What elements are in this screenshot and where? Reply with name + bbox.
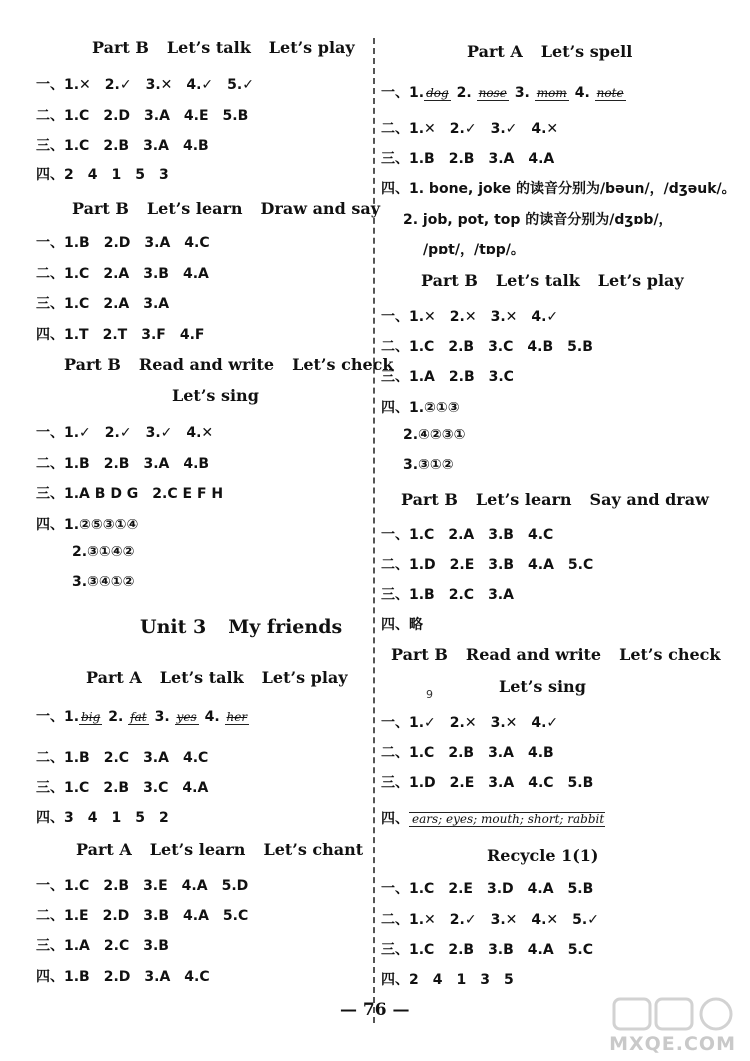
answer-line: 三、1.B 2.B 3.A 4.A	[381, 151, 555, 167]
answer-line-handwritten: 一、1. big 2. fat 3. yes 4. her	[36, 709, 248, 725]
answer-line: 三、1.A 2.B 3.C	[381, 369, 514, 385]
handwritten-answer: dog	[426, 86, 449, 100]
answer-line: 二、1.B 2.B 3.A 4.B	[36, 456, 210, 472]
answer-line: 四、2 4 1 3 5	[381, 972, 514, 988]
answer-line: /pɒt/，/tɒp/。	[423, 242, 525, 258]
answer-line: 二、1.D 2.E 3.B 4.A 5.C	[381, 557, 594, 573]
section-heading: Part B Let’s learn Draw and say	[72, 199, 380, 218]
answer-line: 四、2 4 1 5 3	[36, 167, 169, 183]
answer-line: 三、1.C 2.B 3.B 4.A 5.C	[381, 942, 594, 958]
answer-line-handwritten: 四、 ears; eyes; mouth; short; rabbit	[381, 811, 605, 827]
handwritten-answer: yes	[176, 710, 197, 724]
answer-line: 一、1.C 2.A 3.B 4.C	[381, 527, 554, 543]
answer-line: 一、1.✓ 2.✕ 3.✕ 4.✓	[381, 715, 559, 731]
answer-line: 四、略	[381, 617, 423, 633]
answer-line: 二、1.C 2.A 3.B 4.A	[36, 266, 209, 282]
section-heading-line2: Let’s sing	[172, 386, 259, 405]
page-number: — 76 —	[340, 1000, 410, 1020]
handwritten-answer: ears; eyes; mouth; short; rabbit	[409, 812, 605, 827]
answer-line: 三、1.C 2.B 3.A 4.B	[36, 138, 209, 154]
answer-line: 三、1.C 2.A 3.A	[36, 296, 170, 312]
stray-mark: 9	[426, 688, 433, 701]
answer-line-handwritten: 一、1. dog 2. nose 3. mom 4. note	[381, 85, 624, 101]
answer-line: 二、1.C 2.B 3.C 4.B 5.B	[381, 339, 593, 355]
answer-line: 一、1.B 2.D 3.A 4.C	[36, 235, 210, 251]
answer-line: 2.③①④②	[72, 544, 135, 560]
answer-line: 一、1.✓ 2.✓ 3.✓ 4.✕	[36, 425, 214, 441]
answer-line: 四、3 4 1 5 2	[36, 810, 169, 826]
answer-line: 四、1.B 2.D 3.A 4.C	[36, 969, 210, 985]
watermark-text: MXQE.COM	[609, 1033, 736, 1055]
handwritten-answer: nose	[478, 86, 507, 100]
answer-line: 三、1.A 2.C 3.B	[36, 938, 169, 954]
handwritten-answer: her	[226, 710, 248, 724]
answer-line: 三、1.C 2.B 3.C 4.A	[36, 780, 209, 796]
answer-line: 一、1.C 2.B 3.E 4.A 5.D	[36, 878, 249, 894]
column-divider	[373, 38, 375, 1023]
section-heading: Part B Read and write Let’s check	[391, 645, 721, 664]
answer-line: 3.③④①②	[72, 574, 135, 590]
answer-line: 三、1.B 2.C 3.A	[381, 587, 514, 603]
answer-line: 四、1.②①③	[381, 400, 460, 416]
answer-line: 一、1.C 2.E 3.D 4.A 5.B	[381, 881, 594, 897]
answer-line: 二、1.✕ 2.✓ 3.✕ 4.✕ 5.✓	[381, 912, 599, 928]
answer-line: 二、1.✕ 2.✓ 3.✓ 4.✕	[381, 121, 559, 137]
answer-line: 二、1.E 2.D 3.B 4.A 5.C	[36, 908, 249, 924]
answer-line: 四、1.②⑤③①④	[36, 517, 139, 533]
section-heading-line2: Let’s sing	[499, 677, 586, 696]
handwritten-answer: fat	[130, 710, 147, 724]
answer-line: 3.③①②	[403, 457, 454, 473]
unit-title: Unit 3 My friends	[140, 616, 343, 638]
answer-line: 三、1.A B D G 2.C E F H	[36, 486, 224, 502]
answer-line: 四、1. bone, joke 的读音分别为/bəun/，/dʒəuk/。	[381, 181, 736, 197]
answer-line: 二、1.B 2.C 3.A 4.C	[36, 750, 209, 766]
handwritten-answer: mom	[536, 86, 567, 100]
handwritten-answer: note	[596, 86, 624, 100]
section-heading: Recycle 1(1)	[487, 846, 599, 865]
answer-line: 一、1.✕ 2.✕ 3.✕ 4.✓	[381, 309, 559, 325]
answer-line: 一、1.✕ 2.✓ 3.✕ 4.✓ 5.✓	[36, 77, 254, 93]
answer-line: 2.④②③①	[403, 427, 466, 443]
section-heading: Part B Read and write Let’s check	[64, 355, 394, 374]
answer-line: 二、1.C 2.D 3.A 4.E 5.B	[36, 108, 249, 124]
section-heading: Part A Let’s spell	[467, 42, 633, 61]
answer-line: 四、1.T 2.T 3.F 4.F	[36, 327, 205, 343]
answer-line: 三、1.D 2.E 3.A 4.C 5.B	[381, 775, 594, 791]
section-heading: Part B Let’s talk Let’s play	[421, 271, 684, 290]
answer-line: 2. job, pot, top 的读音分别为/dʒɒb/，	[403, 212, 673, 228]
section-heading: Part B Let’s talk Let’s play	[92, 38, 355, 57]
section-heading: Part A Let’s talk Let’s play	[86, 668, 348, 687]
section-heading: Part A Let’s learn Let’s chant	[76, 840, 364, 859]
answer-line: 二、1.C 2.B 3.A 4.B	[381, 745, 554, 761]
handwritten-answer: big	[81, 710, 101, 724]
section-heading: Part B Let’s learn Say and draw	[401, 490, 709, 509]
